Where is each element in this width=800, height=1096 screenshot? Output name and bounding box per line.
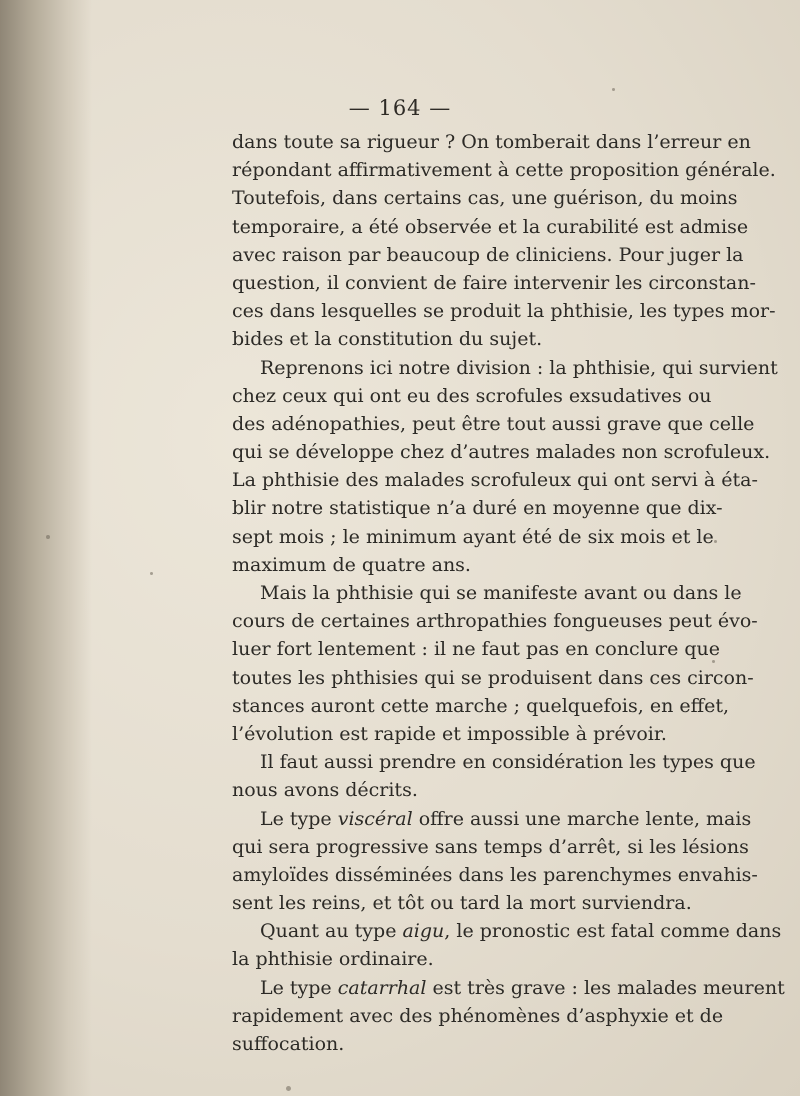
text-line: rapidement avec des phénomènes d’asphyxie et de [232, 1004, 724, 1027]
ink-speck [286, 1086, 291, 1091]
text-line: avec raison par beaucoup de cliniciens. Pour juger la [232, 243, 744, 266]
type-name: viscéral [337, 807, 413, 830]
text-line: La phthisie des malades scrofuleux qui ont servi à éta- [232, 469, 758, 492]
text-line: amyloïdes disséminées dans les parenchymes envahis- [232, 863, 758, 886]
page-number: — 164 — [348, 96, 452, 120]
text-line: Quant au type aigu, le pronostic est fatal comme dans [260, 920, 782, 943]
body-text [232, 128, 785, 1058]
text-line: cours de certaines arthropathies fongueuses peut évo- [232, 610, 758, 633]
text-line: qui se développe chez d’autres malades non scrofuleux. [232, 441, 771, 464]
ink-speck [612, 88, 615, 91]
text-line: Mais la phthisie qui se manifeste avant ou dans le [260, 582, 742, 604]
text-line: ces dans lesquelles se produit la phthisie, les types mor- [232, 300, 776, 323]
text-line: bides et la constitution du sujet. [232, 328, 543, 351]
ink-speck [714, 540, 717, 543]
ink-speck [150, 572, 153, 575]
text-line: blir notre statistique n’a duré en moyenne que dix- [232, 497, 723, 520]
text-line: Le type viscéral offre aussi une marche lente, mais [260, 807, 752, 830]
text-line: la phthisie ordinaire. [232, 948, 434, 971]
text-line: nous avons décrits. [232, 779, 418, 802]
text-line: sent les reins, et tôt ou tard la mort surviendra. [232, 892, 692, 915]
page-edge-shadow [0, 0, 92, 1096]
text-line: répondant affirmativement à cette proposition générale. [232, 159, 776, 182]
text-line: des adénopathies, peut être tout aussi grave que celle [232, 412, 755, 435]
text-line: question, il convient de faire intervenir les circonstan- [232, 271, 756, 294]
text-line: toutes les phthisies qui se produisent dans ces circon- [232, 666, 754, 689]
text-line: Le type catarrhal est très grave : les malades meurent [260, 976, 785, 999]
text-line: chez ceux qui ont eu des scrofules exsudatives ou [232, 384, 712, 407]
text-line: luer fort lentement : il ne faut pas en conclure que [232, 638, 721, 661]
ink-speck [46, 535, 50, 539]
text-line: l’évolution est rapide et impossible à prévoir. [232, 722, 667, 745]
text-line: temporaire, a été observée et la curabilité est admise [232, 215, 749, 238]
text-line: qui sera progressive sans temps d’arrêt, si les lésions [232, 835, 749, 858]
text-line: maximum de quatre ans. [232, 553, 471, 576]
text-line: Reprenons ici notre division : la phthisie, qui survient [260, 356, 778, 379]
text-line: Toutefois, dans certains cas, une guérison, du moins [232, 187, 738, 210]
text-line: dans toute sa rigueur ? On tomberait dans l’erreur en [232, 131, 751, 153]
type-name: aigu [402, 920, 445, 943]
text-line: suffocation. [232, 1033, 345, 1055]
type-name: catarrhal [337, 976, 427, 999]
text-line: stances auront cette marche ; quelquefois, en effet, [232, 694, 730, 717]
text-line: sept mois ; le minimum ayant été de six mois et le [232, 525, 714, 548]
text-line: Il faut aussi prendre en considération les types que [260, 751, 756, 774]
ink-speck [712, 660, 715, 663]
